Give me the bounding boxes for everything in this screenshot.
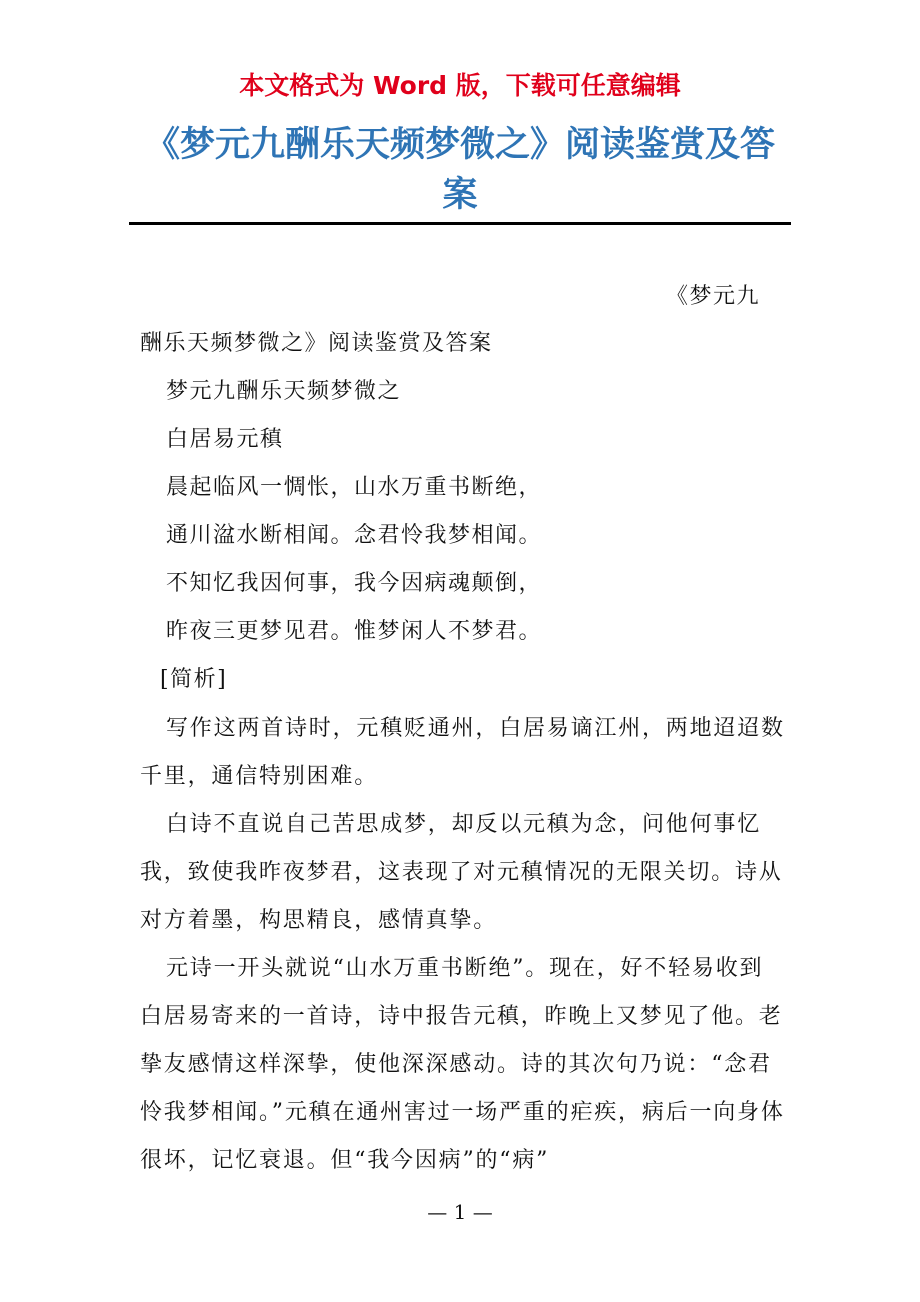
analysis-paragraph: 写作这两首诗时，元稹贬通州，白居易谪江州，两地迢迢数千里，通信特别困难。 [140,716,785,789]
poem-line: 晨起临风一惆怅，山水万重书断绝， [166,475,543,500]
poem-heading: 梦元九酬乐天频梦微之 [166,379,402,404]
poem-line: 不知忆我因何事，我今因病魂颠倒， [166,571,543,596]
poem-line: 通川湓水断相闻。念君怜我梦相闻。 [166,523,543,548]
poem-authors: 白居易元稹 [166,427,284,452]
analysis-paragraph: 白诗不直说自己苦思成梦，却反以元稹为念，问他何事忆我，致使我昨夜梦君，这表现了对元稹情况的无限关切。诗从对方着墨，构思精良，感情真挚。 [140,812,783,933]
analysis-heading: [简析] [160,667,228,692]
analysis-paragraph: 元诗一开头就说“山水万重书断绝”。现在，好不轻易收到白居易寄来的一首诗，诗中报告元稹，昨晚上又梦见了他。老挚友感情这样深挚，使他深深感动。诗的其次句乃说：“念君怜我梦相闻。”元稹在通州害过一场严重的疟疾，病后一向身体很坏，记忆衰退。但“我今因病”的“病” [140,956,785,1173]
subtitle-line-1: 《梦元九 [666,284,761,309]
document-title: 《梦元九酬乐天频梦微之》阅读鉴赏及答案 [144,125,775,215]
title-divider [129,222,791,225]
page-number: — 1 — [427,1200,493,1224]
format-banner: 本文格式为 Word 版，下载可任意编辑 [239,71,681,100]
poem-line: 昨夜三更梦见君。惟梦闲人不梦君。 [166,619,543,644]
subtitle-line-2: 酬乐天频梦微之》阅读鉴赏及答案 [140,331,493,356]
